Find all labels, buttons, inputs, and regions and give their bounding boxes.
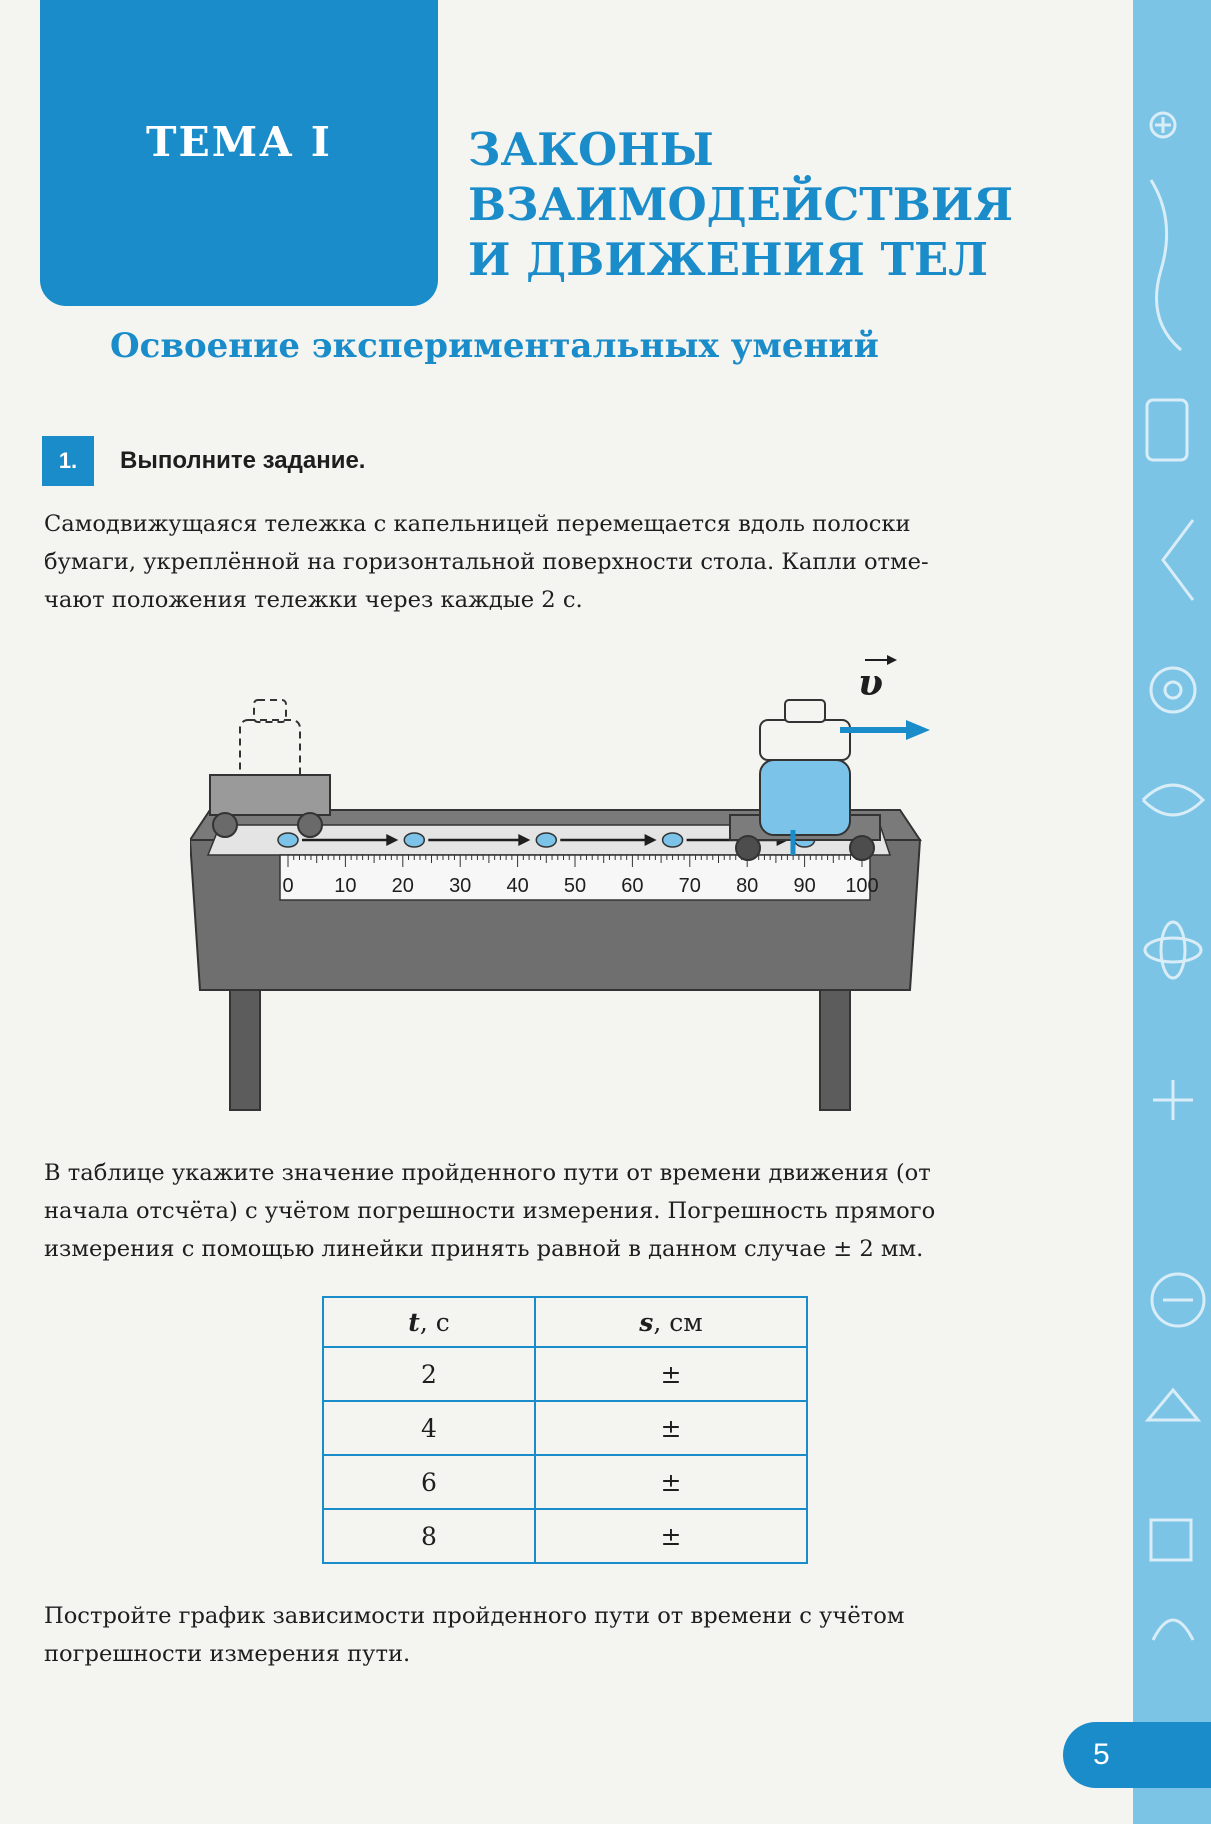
answer-table [322,1296,808,1564]
ruler-label: 10 [334,875,357,897]
drop-mark [536,833,556,847]
ruler-label: 90 [793,875,816,897]
start-position-cart [210,700,330,815]
text-line: измерения с помощью линейки принять равной в данном случае ± 2 мм. [44,1236,924,1262]
table-header-row [323,1297,807,1347]
text-line: погрешности измерения пути. [44,1641,411,1667]
time-cell: 4 [323,1401,535,1455]
text-line: Самодвижущаяся тележка с капельницей перемещается вдоль полоски [44,511,911,537]
ruler-label: 0 [282,875,294,897]
drop-mark [278,833,298,847]
time-unit: , с [419,1307,450,1337]
text-line: бумаги, укреплённой на горизонтальной поверхности стола. Капли отме- [44,549,929,575]
drop-mark [404,833,424,847]
science-doodles-icon [1133,0,1211,1824]
distance-answer-cell[interactable]: ± [535,1455,807,1509]
cart-wheel [298,813,322,837]
cart-wheel [213,813,237,837]
ruler-label: 50 [563,875,587,897]
cart-wheel [850,836,874,860]
distance-answer-cell[interactable]: ± [535,1347,807,1401]
time-symbol: t [408,1307,420,1337]
chapter-title [468,122,1013,287]
graph-instruction-paragraph [44,1597,1084,1673]
table-row [323,1401,807,1455]
ruler-label: 20 [391,875,414,897]
ruler-label: 40 [506,875,529,897]
distance-answer-cell[interactable]: ± [535,1509,807,1563]
table-instruction-paragraph [44,1154,1084,1268]
task-heading: Выполните задание. [120,447,366,474]
cart-experiment-illustration [190,640,950,1120]
ruler [280,855,879,900]
chapter-title-line: ЗАКОНЫ [468,123,714,176]
text-line: чают положения тележки через каждые 2 с. [44,587,583,613]
table-leg [820,990,850,1110]
velocity-label: υ [858,662,883,704]
water-flask [760,760,850,835]
text-line: Постройте график зависимости пройденного пути от времени с учётом [44,1603,905,1629]
ruler-label: 60 [621,875,644,897]
distance-symbol: s [639,1307,654,1337]
velocity-vector [840,655,930,740]
page-number-tab [1063,1722,1211,1788]
table-row [323,1455,807,1509]
chapter-title-line: ВЗАИМОДЕЙСТВИЯ [468,178,1014,231]
distance-column-header [535,1297,807,1347]
distance-answer-cell[interactable]: ± [535,1401,807,1455]
topic-label: ТЕМА I [146,118,332,166]
task-intro-paragraph [44,505,1084,619]
table-row [323,1347,807,1401]
decorative-side-strip [1133,0,1211,1824]
task-number-badge: 1. [42,436,94,486]
time-cell: 8 [323,1509,535,1563]
drop-mark [663,833,683,847]
distance-unit: , см [653,1307,703,1337]
section-title: Освоение экспериментальных умений [110,326,879,366]
table-row [323,1509,807,1563]
page-number: 5 [1093,1738,1110,1771]
ruler-label: 70 [678,875,701,897]
chapter-title-line: И ДВИЖЕНИЯ ТЕЛ [468,233,989,286]
time-cell: 6 [323,1455,535,1509]
cart-wheel [736,836,760,860]
ruler-label: 80 [736,875,759,897]
moving-cart [730,700,880,860]
ruler-label: 30 [449,875,472,897]
time-cell: 2 [323,1347,535,1401]
text-line: начала отсчёта) с учётом погрешности измерения. Погрешность прямого [44,1198,936,1224]
table-leg [230,990,260,1110]
text-line: В таблице укажите значение пройденного пути от времени движения (от [44,1160,931,1186]
time-column-header [323,1297,535,1347]
ruler-label: 100 [845,875,879,897]
